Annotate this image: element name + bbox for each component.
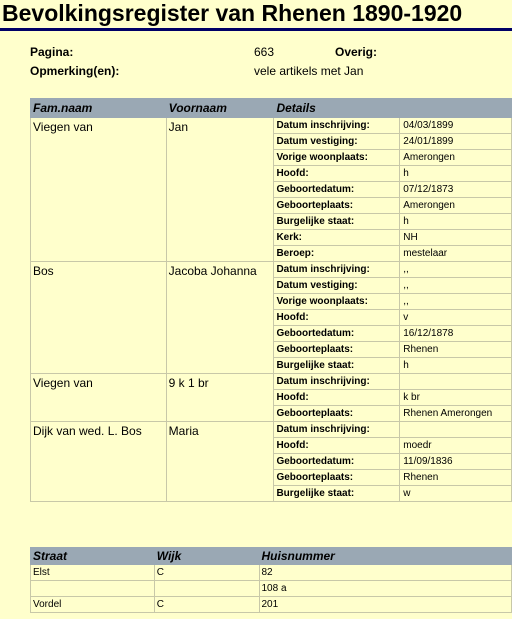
person-famnaam: Viegen van bbox=[31, 374, 167, 422]
detail-label: Geboorteplaats: bbox=[274, 406, 400, 422]
detail-label: Burgelijke staat: bbox=[274, 486, 400, 502]
persons-table-body bbox=[31, 118, 512, 502]
detail-label: Geboorteplaats: bbox=[274, 470, 400, 486]
overig-label: Overig: bbox=[335, 45, 378, 59]
address-table-header bbox=[31, 548, 512, 565]
address-table bbox=[30, 547, 512, 613]
detail-label: Hoofd: bbox=[274, 166, 400, 182]
detail-value: h bbox=[400, 166, 512, 182]
persons-table-header bbox=[31, 99, 512, 118]
detail-label: Hoofd: bbox=[274, 310, 400, 326]
detail-label: Burgelijke staat: bbox=[274, 358, 400, 374]
detail-value: Amerongen bbox=[400, 150, 512, 166]
page-title: Bevolkingsregister van Rhenen 1890-1920 bbox=[2, 0, 463, 26]
detail-value: Amerongen bbox=[400, 198, 512, 214]
detail-value: NH bbox=[400, 230, 512, 246]
detail-value: h bbox=[400, 358, 512, 374]
detail-value: mestelaar bbox=[400, 246, 512, 262]
detail-label: Datum vestiging: bbox=[274, 278, 400, 294]
address-row bbox=[31, 597, 512, 613]
persons-table bbox=[30, 98, 512, 502]
address-straat bbox=[31, 581, 155, 597]
detail-label: Vorige woonplaats: bbox=[274, 294, 400, 310]
detail-value: Rhenen bbox=[400, 342, 512, 358]
detail-value: w bbox=[400, 486, 512, 502]
header-details: Details bbox=[274, 99, 512, 118]
detail-label: Geboortedatum: bbox=[274, 326, 400, 342]
address-row bbox=[31, 565, 512, 581]
person-voornaam: Maria bbox=[166, 422, 274, 502]
detail-label: Burgelijke staat: bbox=[274, 214, 400, 230]
detail-label: Datum inschrijving: bbox=[274, 118, 400, 134]
address-straat: Elst bbox=[31, 565, 155, 581]
detail-label: Kerk: bbox=[274, 230, 400, 246]
detail-value: 24/01/1899 bbox=[400, 134, 512, 150]
detail-label: Datum inschrijving: bbox=[274, 422, 400, 438]
address-wijk: C bbox=[154, 565, 259, 581]
detail-label: Vorige woonplaats: bbox=[274, 150, 400, 166]
address-row bbox=[31, 581, 512, 597]
address-wijk bbox=[154, 581, 259, 597]
person-famnaam: Dijk van wed. L. Bos bbox=[31, 422, 167, 502]
header-straat: Straat bbox=[31, 548, 155, 565]
detail-value: ,, bbox=[400, 262, 512, 278]
detail-label: Beroep: bbox=[274, 246, 400, 262]
header-famnaam: Fam.naam bbox=[31, 99, 167, 118]
detail-value: Rhenen bbox=[400, 470, 512, 486]
address-huisnummer: 82 bbox=[259, 565, 512, 581]
person-famnaam: Viegen van bbox=[31, 118, 167, 262]
detail-label: Datum vestiging: bbox=[274, 134, 400, 150]
detail-label: Geboortedatum: bbox=[274, 182, 400, 198]
address-table-body bbox=[31, 565, 512, 613]
person-voornaam: 9 k 1 br bbox=[166, 374, 274, 422]
detail-row bbox=[31, 262, 512, 278]
person-famnaam: Bos bbox=[31, 262, 167, 374]
header-wijk: Wijk bbox=[154, 548, 259, 565]
detail-value bbox=[400, 422, 512, 438]
address-huisnummer: 108 a bbox=[259, 581, 512, 597]
detail-value: h bbox=[400, 214, 512, 230]
header-voornaam: Voornaam bbox=[166, 99, 274, 118]
header-huisnummer: Huisnummer bbox=[259, 548, 512, 565]
opmerking-label: Opmerking(en): bbox=[30, 64, 120, 78]
detail-row bbox=[31, 422, 512, 438]
detail-label: Hoofd: bbox=[274, 438, 400, 454]
address-straat: Vordel bbox=[31, 597, 155, 613]
pagina-label: Pagina: bbox=[30, 45, 74, 59]
person-voornaam: Jan bbox=[166, 118, 274, 262]
detail-value: moedr bbox=[400, 438, 512, 454]
detail-value: ,, bbox=[400, 294, 512, 310]
opmerking-value: vele artikels met Jan bbox=[254, 64, 364, 78]
detail-value: v bbox=[400, 310, 512, 326]
detail-value: 11/09/1836 bbox=[400, 454, 512, 470]
title-divider bbox=[0, 28, 512, 31]
detail-row bbox=[31, 118, 512, 134]
detail-value: 04/03/1899 bbox=[400, 118, 512, 134]
detail-value: Rhenen Amerongen bbox=[400, 406, 512, 422]
detail-label: Geboortedatum: bbox=[274, 454, 400, 470]
detail-label: Datum inschrijving: bbox=[274, 262, 400, 278]
detail-value: k br bbox=[400, 390, 512, 406]
detail-label: Geboorteplaats: bbox=[274, 342, 400, 358]
detail-row bbox=[31, 374, 512, 390]
address-huisnummer: 201 bbox=[259, 597, 512, 613]
detail-value bbox=[400, 374, 512, 390]
detail-label: Datum inschrijving: bbox=[274, 374, 400, 390]
detail-value: 16/12/1878 bbox=[400, 326, 512, 342]
pagina-value: 663 bbox=[254, 45, 275, 59]
detail-label: Geboorteplaats: bbox=[274, 198, 400, 214]
address-wijk: C bbox=[154, 597, 259, 613]
detail-value: ,, bbox=[400, 278, 512, 294]
detail-value: 07/12/1873 bbox=[400, 182, 512, 198]
person-voornaam: Jacoba Johanna bbox=[166, 262, 274, 374]
detail-label: Hoofd: bbox=[274, 390, 400, 406]
